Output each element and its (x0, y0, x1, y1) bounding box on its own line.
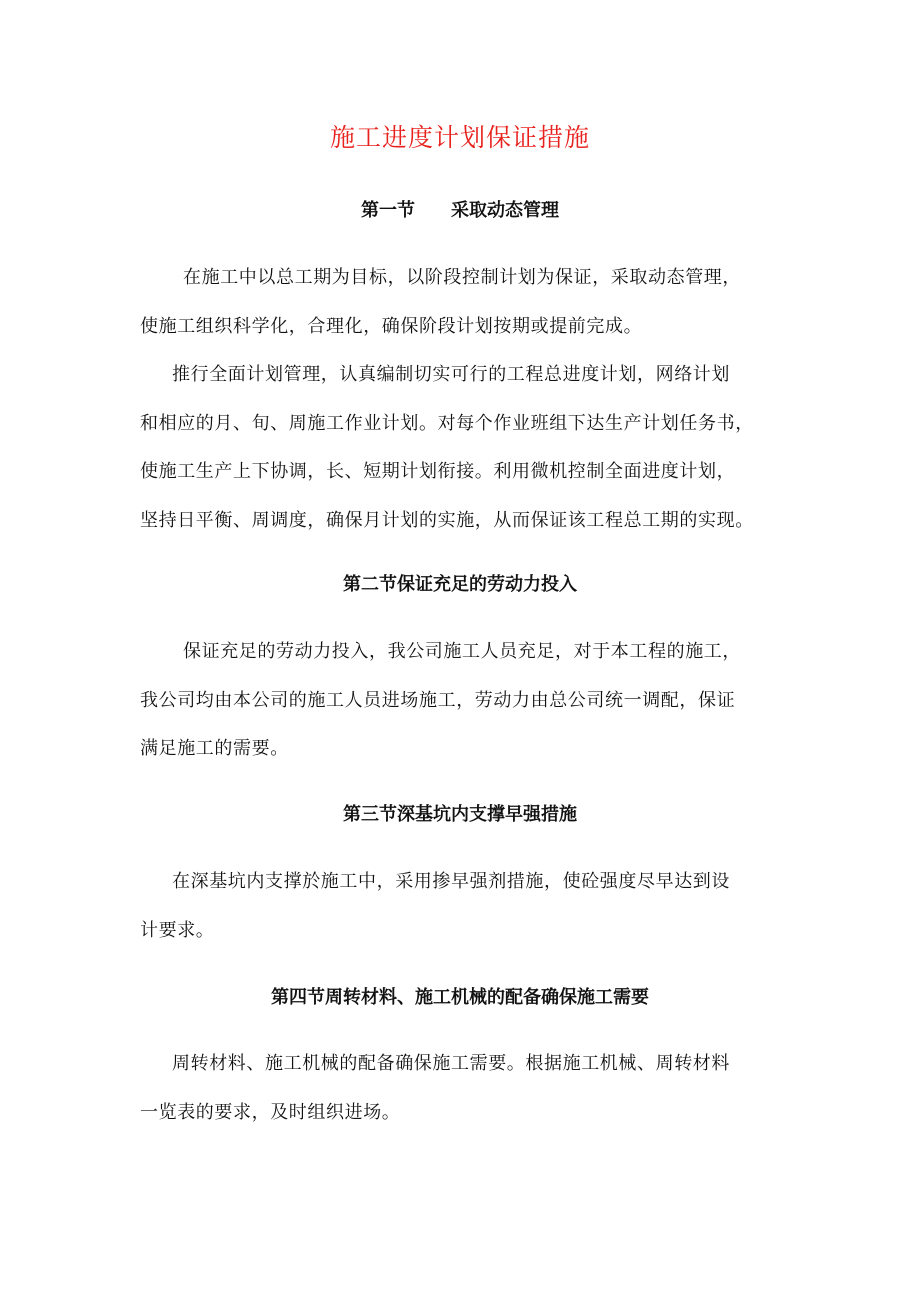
section-2-line-1: 保证充足的劳动力投入，我公司施工人员充足，对于本工程的施工， (183, 641, 741, 662)
section-1-line-3: 推行全面计划管理，认真编制切实可行的工程总进度计划，网络计划 (172, 364, 730, 385)
section-2-heading: 第二节保证充足的劳动力投入 (343, 574, 577, 595)
section-4-heading: 第四节周转材料、施工机械的配备确保施工需要 (271, 987, 649, 1008)
section-1-line-5: 使施工生产上下协调，长、短期计划衔接。利用微机控制全面进度计划， (140, 461, 736, 482)
document-title: 施工进度计划保证措施 (329, 123, 590, 152)
section-1-line-6: 坚持日平衡、周调度，确保月计划的实施，从而保证该工程总工期的实现。 (140, 510, 754, 531)
section-4-line-2: 一览表的要求，及时组织进场。 (140, 1102, 401, 1123)
section-4-line-1: 周转材料、施工机械的配备确保施工需要。根据施工机械、周转材料 (172, 1053, 730, 1074)
section-2-line-3: 满足施工的需要。 (140, 738, 289, 759)
section-1-heading: 第一节 采取动态管理 (361, 200, 559, 221)
section-1-line-2: 使施工组织科学化，合理化，确保阶段计划按期或提前完成。 (140, 316, 643, 337)
section-3-heading: 第三节深基坑内支撑早强措施 (343, 804, 577, 825)
section-1-line-4: 和相应的月、旬、周施工作业计划。对每个作业班组下达生产计划任务书， (140, 413, 754, 434)
section-1-line-1: 在施工中以总工期为目标，以阶段控制计划为保证，采取动态管理， (183, 267, 741, 288)
section-3-line-1: 在深基坑内支撑於施工中，采用掺早强剂措施，使砼强度尽早达到设 (172, 871, 730, 892)
section-3-line-2: 计要求。 (140, 920, 215, 941)
section-2-line-2: 我公司均由本公司的施工人员进场施工，劳动力由总公司统一调配，保证 (140, 690, 736, 711)
